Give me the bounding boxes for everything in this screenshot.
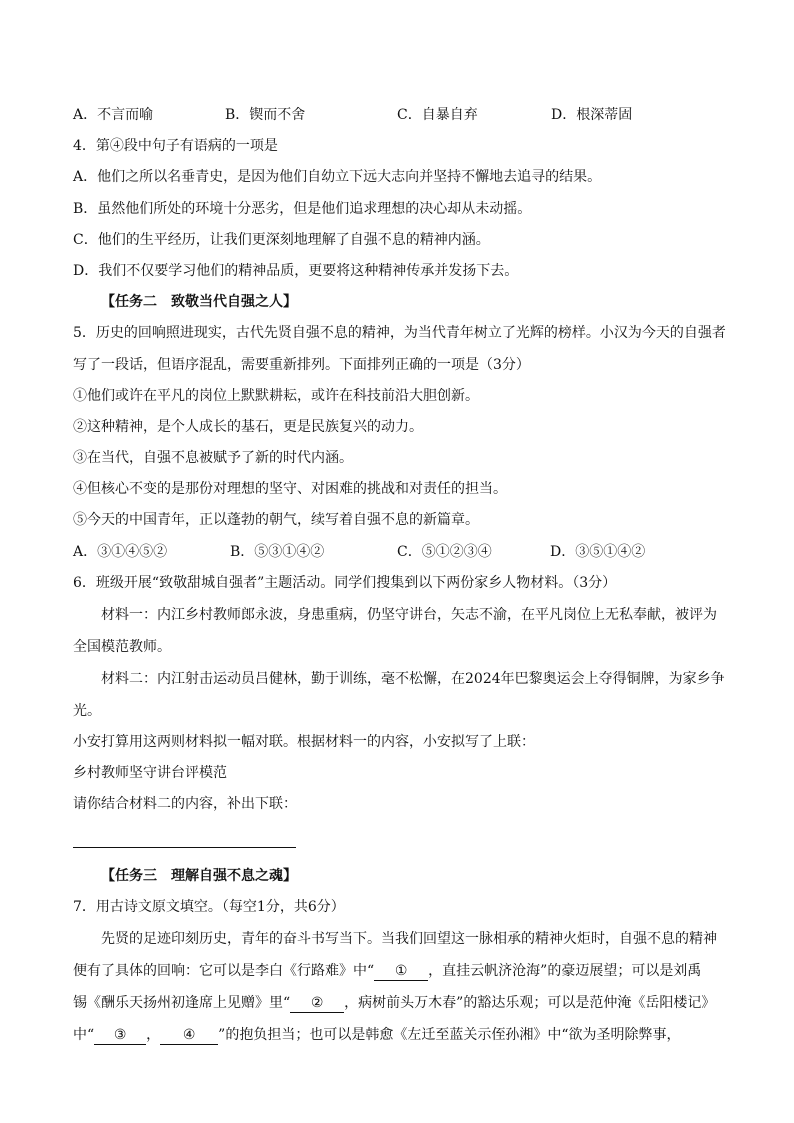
q5-sentence-1: ①他们或许在平凡的岗位上默默耕耘，或许在科技前沿大胆创新。 <box>73 387 479 404</box>
q5-sentence-5: ⑤今天的中国青年，正以蓬勃的朝气，续写着自强不息的新篇章。 <box>73 512 479 529</box>
q6-instruction: 请你结合材料二的内容，补出下联： <box>73 796 297 813</box>
q5-sentence-2: ②这种精神，是个人成长的基石，更是民族复兴的动力。 <box>73 418 423 435</box>
q3-option-c: C．自暴自弃 <box>397 107 478 123</box>
q7-passage-line2 <box>73 955 733 987</box>
q7-passage-line4 <box>73 1019 733 1051</box>
q3-option-b: B．锲而不舍 <box>225 107 306 123</box>
q6-prompt: 小安打算用这两则材料拟一幅对联。根据材料一的内容，小安拟写了上联： <box>73 734 535 750</box>
q5-stem-line1: 5．历史的回响照进现实，古代先贤自强不息的精神，为当代青年树立了光辉的榜样。小汉为今天的自强者 <box>73 325 726 342</box>
q4-stem: 4．第④段中句子有语病的一项是 <box>73 138 278 155</box>
q5-sentence-4: ④但核心不变的是那份对理想的坚守、对困难的挑战和对责任的担当。 <box>73 481 507 498</box>
q7-text: 便有了具体的回响：它可以是李白《行路难》中“ <box>73 962 375 979</box>
q7-text: ，病树前头万木春”的豁达乐观；可以是范仲淹《岳阳楼记》 <box>344 994 716 1011</box>
q6-upper-couplet: 乡村教师坚守讲台评模范 <box>73 765 227 782</box>
q4-option-d: D．我们不仅要学习他们的精神品质，更要将这种精神传承并发扬下去。 <box>73 262 519 279</box>
q4-option-a: A．他们之所以名垂青史，是因为他们自幼立下远大志向并坚持不懈地去追寻的结果。 <box>73 169 602 186</box>
q5-stem-line2: 写了一段话，但语序混乱，需要重新排列。下面排列正确的一项是（3分） <box>73 356 530 373</box>
q7-passage-line1: 先贤的足迹印刻历史，青年的奋斗书写当下。当我们回望这一脉相承的精神火炬时，自强不息的精神 <box>101 930 717 947</box>
q4-option-b: B．虽然他们所处的环境十分恶劣，但是他们追求理想的决心却从未动摇。 <box>73 200 532 217</box>
q5-option-d: D．③⑤①④② <box>550 543 646 560</box>
q5-sentence-3: ③在当代，自强不息被赋予了新的时代内涵。 <box>73 450 353 467</box>
q5-option-c: C．⑤①②③④ <box>397 543 492 560</box>
q7-stem: 7．用古诗文原文填空。（每空1分，共6分） <box>73 898 345 915</box>
q5-option-b: B．⑤③①④② <box>230 543 325 560</box>
q7-text: 中“ <box>73 1026 95 1043</box>
q3-options <box>73 100 733 131</box>
q5-options <box>73 537 733 568</box>
q6-material2-line1: 材料二：内江射击运动员吕健林，勤于训练，毫不松懈，在2024年巴黎奥运会上夺得铜牌，为家乡争 <box>101 671 725 687</box>
q3-option-d: D．根深蒂固 <box>551 107 633 123</box>
q7-text: ，直挂云帆济沧海”的豪迈展望；可以是刘禹 <box>428 962 702 979</box>
task2-heading: 【任务二 致敬当代自强之人】 <box>101 294 297 311</box>
q7-blank-4[interactable]: ④ <box>160 1026 218 1045</box>
q6-stem: 6．班级开展“致敬甜城自强者”主题活动。同学们搜集到以下两份家乡人物材料。（3分） <box>73 574 617 591</box>
q3-option-a: A．不言而喻 <box>73 107 154 123</box>
q7-text: ”的抱负担当；也可以是韩愈《左迁至蓝关示侄孙湘》中“欲为圣明除弊事， <box>218 1026 681 1043</box>
q6-material1-line1: 材料一：内江乡村教师郎永波，身患重病，仍坚守讲台，矢志不渝，在平凡岗位上无私奉献，被评为 <box>101 607 717 623</box>
q7-text: 锡《酬乐天扬州初逢席上见赠》里“ <box>73 994 291 1011</box>
exam-page <box>73 100 733 1051</box>
q7-text: ， <box>146 1026 161 1043</box>
q7-blank-2[interactable]: ② <box>290 994 344 1013</box>
q5-option-a: A．③①④⑤② <box>73 543 168 560</box>
q4-option-c: C．他们的生平经历，让我们更深刻地理解了自强不息的精神内涵。 <box>73 231 490 248</box>
q7-blank-3[interactable]: ③ <box>94 1026 146 1045</box>
task3-heading: 【任务三 理解自强不息之魂】 <box>101 867 297 884</box>
q6-material2-line2: 光。 <box>73 703 101 719</box>
q6-material1-line2: 全国模范教师。 <box>73 639 171 655</box>
q7-blank-1[interactable]: ① <box>374 962 428 981</box>
q7-passage-line3 <box>73 987 733 1019</box>
q6-answer-line[interactable] <box>73 821 733 861</box>
